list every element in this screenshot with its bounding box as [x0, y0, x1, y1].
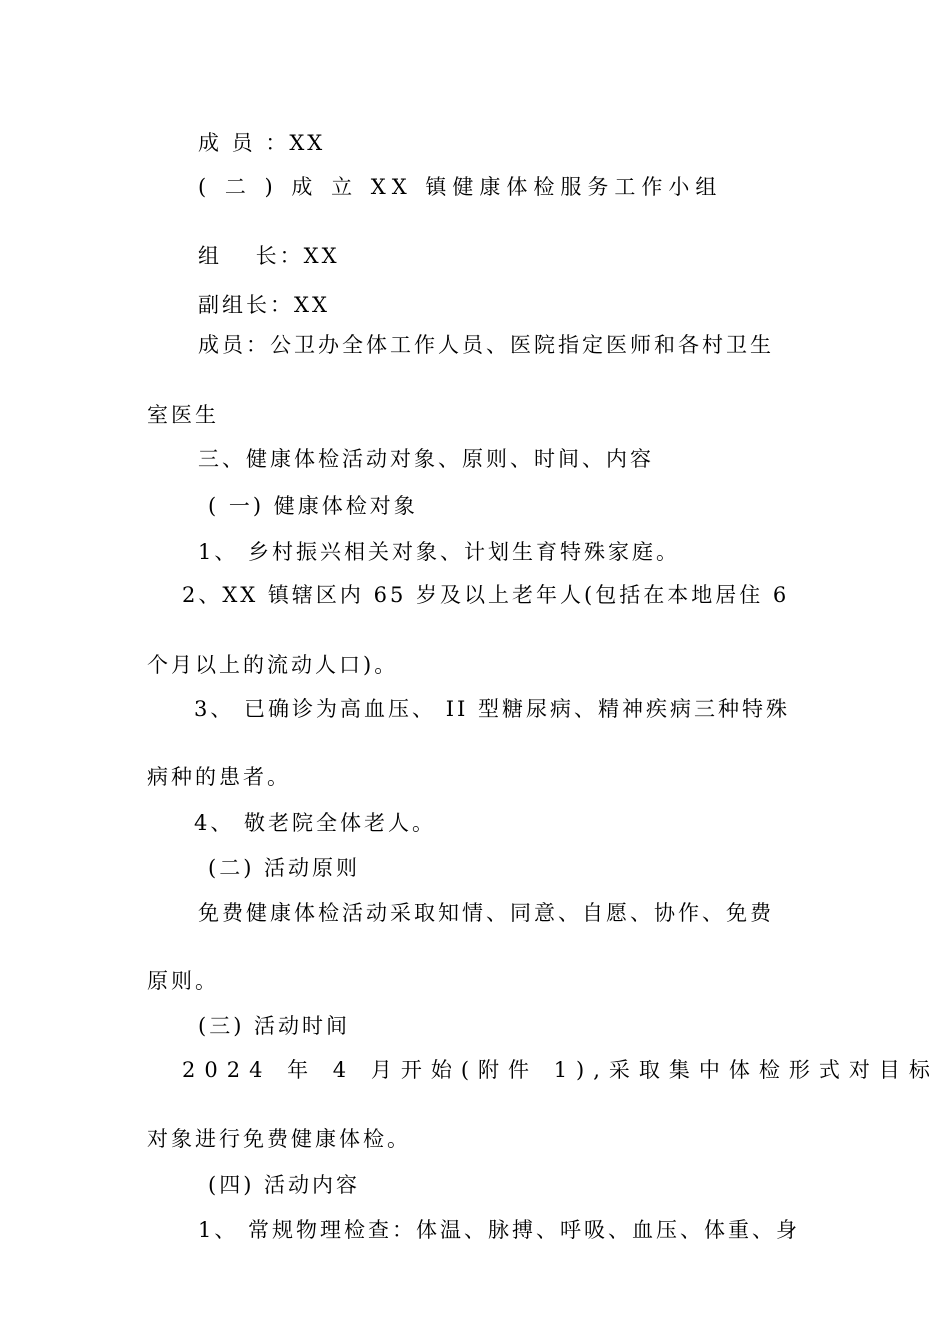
target-item-4: 4、 敬老院全体老人。 — [194, 811, 437, 835]
subsection-heading-principles: (二) 活动原则 — [208, 856, 361, 880]
subsection-heading-targets: ( 一) 健康体检对象 — [208, 494, 418, 518]
section-heading-three: 三、健康体检活动对象、原则、时间、内容 — [198, 447, 654, 471]
time-text-continued: 对象进行免费健康体检。 — [147, 1127, 411, 1151]
group-members-line-continued: 室医生 — [147, 403, 219, 427]
subsection-heading-time: (三) 活动时间 — [198, 1014, 351, 1038]
target-item-2: 2、XX 镇辖区内 65 岁及以上老年人(包括在本地居住 6 — [182, 583, 790, 607]
section-heading-work-group: ( 二 ) 成 立 XX 镇健康体检服务工作小组 — [198, 175, 723, 199]
content-item-1: 1、 常规物理检查：体温、脉搏、呼吸、血压、体重、身 — [198, 1218, 801, 1242]
group-leader-line: 组 长：XX — [198, 244, 340, 268]
target-item-2-continued: 个月以上的流动人口)。 — [147, 653, 399, 677]
subsection-heading-content: (四) 活动内容 — [208, 1173, 361, 1197]
time-text: 2024 年 4 月开始(附件 1),采取集中体检形式对目标 — [182, 1058, 939, 1082]
group-members-line: 成员：公卫办全体工作人员、医院指定医师和各村卫生 — [198, 333, 774, 357]
target-item-3-continued: 病种的患者。 — [147, 765, 291, 789]
members-line: 成 员 ：XX — [198, 131, 326, 155]
principles-text-continued: 原则。 — [147, 969, 219, 993]
deputy-leader-line: 副组长：XX — [198, 293, 330, 317]
target-item-3: 3、 已确诊为高血压、 II 型糖尿病、精神疾病三种特殊 — [194, 697, 790, 721]
principles-text: 免费健康体检活动采取知情、同意、自愿、协作、免费 — [198, 901, 774, 925]
target-item-1: 1、 乡村振兴相关对象、计划生育特殊家庭。 — [198, 540, 681, 564]
